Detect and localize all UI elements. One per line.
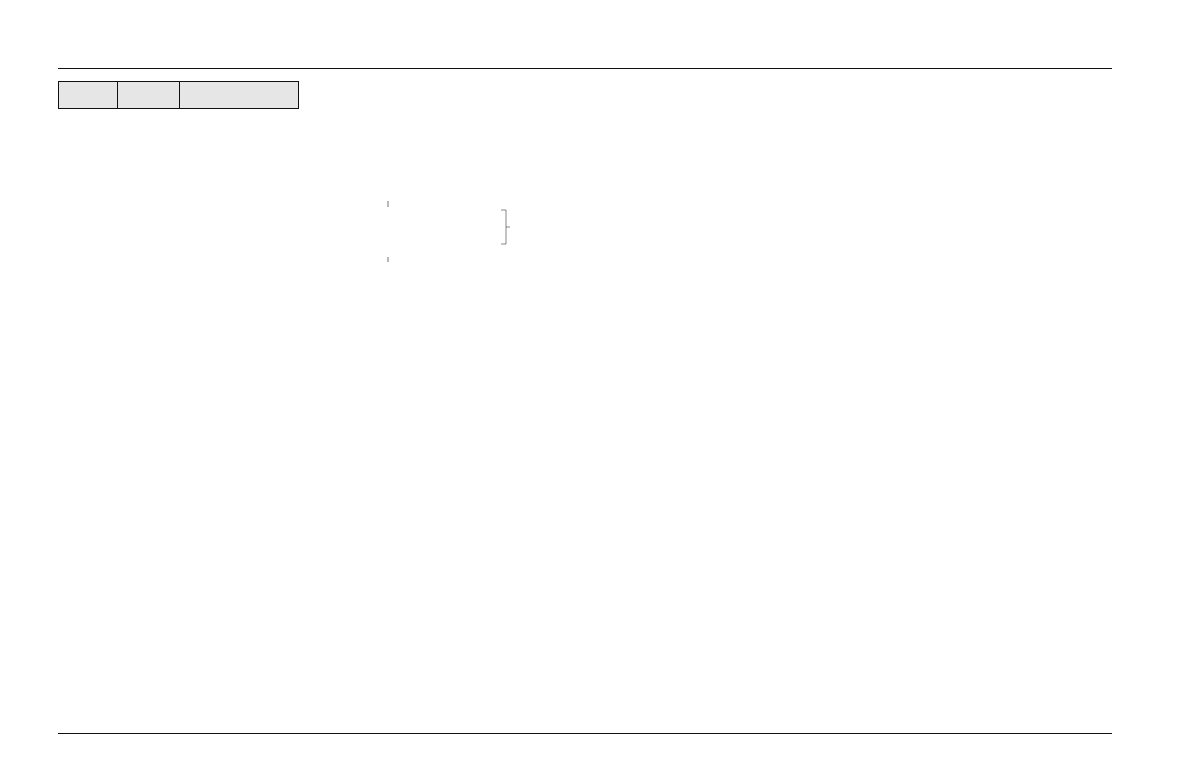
col-header-part-number [118,82,180,109]
col-header-item [59,82,118,109]
inner-layers-bracket [501,210,510,244]
notes-section [327,82,582,174]
diagram-spacer [327,82,582,174]
header-rule [58,68,1112,69]
parts-list-table [58,81,299,109]
footer-rule [58,733,1112,734]
table-header-row [59,82,299,109]
layer-diagram [350,180,560,270]
col-header-description [180,82,299,109]
